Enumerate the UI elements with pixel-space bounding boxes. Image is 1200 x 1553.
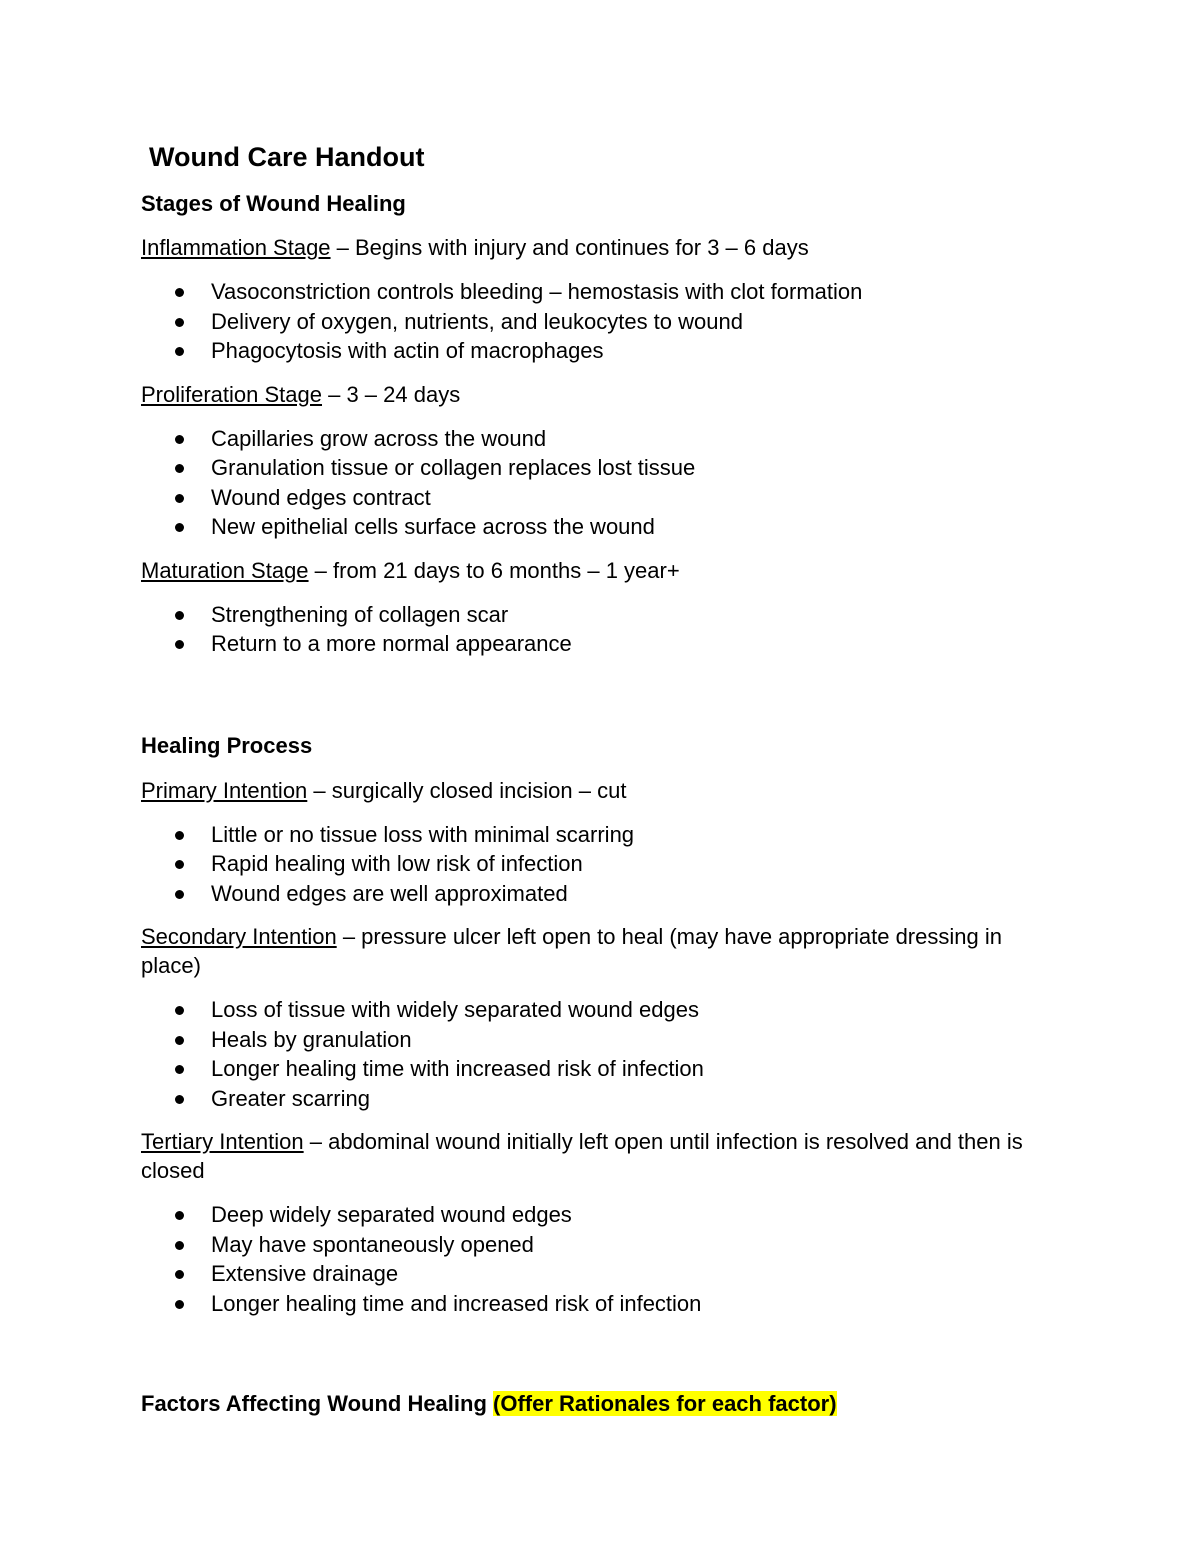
intention-secondary (141, 922, 1061, 980)
bullet-icon (175, 640, 184, 649)
intention-description: – pressure ulcer left open to heal (may have appropriate dressing in place) (141, 924, 1002, 978)
list-item: Greater scarring (141, 1084, 1061, 1114)
stage-inflammation (141, 233, 1061, 262)
list-item: Heals by granulation (141, 1025, 1061, 1055)
section-heading-healing: Healing Process (141, 732, 313, 758)
intention-name: Primary Intention (141, 777, 308, 803)
list-item: Wound edges contract (141, 483, 1061, 513)
bullet-icon (175, 860, 184, 869)
stage-name: Maturation Stage (141, 557, 309, 583)
bullet-icon (175, 494, 184, 503)
bullet-icon (175, 1211, 184, 1220)
list-item: Little or no tissue loss with minimal scarring (141, 820, 1061, 850)
section-heading-factors (141, 1390, 1061, 1418)
bullet-icon (175, 831, 184, 840)
stage-maturation (141, 556, 1061, 585)
list-item: Extensive drainage (141, 1259, 1061, 1289)
bullet-list-primary (141, 820, 1061, 909)
list-item: Return to a more normal appearance (141, 629, 1061, 659)
factors-heading-text: Factors Affecting Wound Healing (141, 1391, 487, 1416)
page-title: Wound Care Handout (149, 142, 425, 172)
bullet-icon (175, 435, 184, 444)
stage-proliferation (141, 380, 1061, 409)
intention-description: – abdominal wound initially left open until infection is resolved and then is closed (141, 1129, 1023, 1183)
bullet-list-proliferation (141, 424, 1061, 542)
list-item: Delivery of oxygen, nutrients, and leukocytes to wound (141, 307, 1061, 337)
list-item: Wound edges are well approximated (141, 879, 1061, 909)
list-item: New epithelial cells surface across the wound (141, 512, 1061, 542)
list-item: Longer healing time and increased risk of infection (141, 1289, 1061, 1319)
bullet-icon (175, 288, 184, 297)
bullet-icon (175, 347, 184, 356)
list-item: Capillaries grow across the wound (141, 424, 1061, 454)
bullet-list-tertiary (141, 1200, 1061, 1318)
intention-primary (141, 776, 1061, 805)
list-item: Longer healing time with increased risk of infection (141, 1054, 1061, 1084)
stage-name: Proliferation Stage (141, 381, 322, 407)
intention-name: Secondary Intention (141, 924, 337, 949)
stage-description: – 3 – 24 days (322, 381, 461, 407)
bullet-icon (175, 1036, 184, 1045)
bullet-icon (175, 1300, 184, 1309)
stage-name: Inflammation Stage (141, 235, 331, 260)
list-item: Vasoconstriction controls bleeding – hemostasis with clot formation (141, 277, 1061, 307)
bullet-icon (175, 890, 184, 899)
bullet-icon (175, 1241, 184, 1250)
list-item: Granulation tissue or collagen replaces lost tissue (141, 453, 1061, 483)
bullet-icon (175, 1095, 184, 1104)
bullet-icon (175, 523, 184, 532)
intention-tertiary (141, 1127, 1061, 1185)
list-item: Loss of tissue with widely separated wound edges (141, 995, 1061, 1025)
stage-description: – from 21 days to 6 months – 1 year+ (308, 557, 680, 583)
bullet-icon (175, 1270, 184, 1279)
rationale-highlight: (Offer Rationales for each factor) (493, 1391, 837, 1416)
bullet-icon (175, 611, 184, 620)
list-item: Rapid healing with low risk of infection (141, 849, 1061, 879)
intention-description: – surgically closed incision – cut (307, 777, 627, 803)
list-item: May have spontaneously opened (141, 1230, 1061, 1260)
bullet-list-inflammation (141, 277, 1061, 366)
intention-name: Tertiary Intention (141, 1129, 304, 1154)
list-item: Strengthening of collagen scar (141, 600, 1061, 630)
bullet-icon (175, 1065, 184, 1074)
bullet-icon (175, 318, 184, 327)
list-item: Phagocytosis with actin of macrophages (141, 336, 1061, 366)
bullet-icon (175, 1006, 184, 1015)
bullet-icon (175, 464, 184, 473)
document-page (141, 140, 1061, 1418)
bullet-list-maturation (141, 600, 1061, 659)
stage-description: – Begins with injury and continues for 3 – 6 days (330, 235, 809, 260)
bullet-list-secondary (141, 995, 1061, 1113)
list-item: Deep widely separated wound edges (141, 1200, 1061, 1230)
section-heading-stages: Stages of Wound Healing (141, 191, 406, 216)
